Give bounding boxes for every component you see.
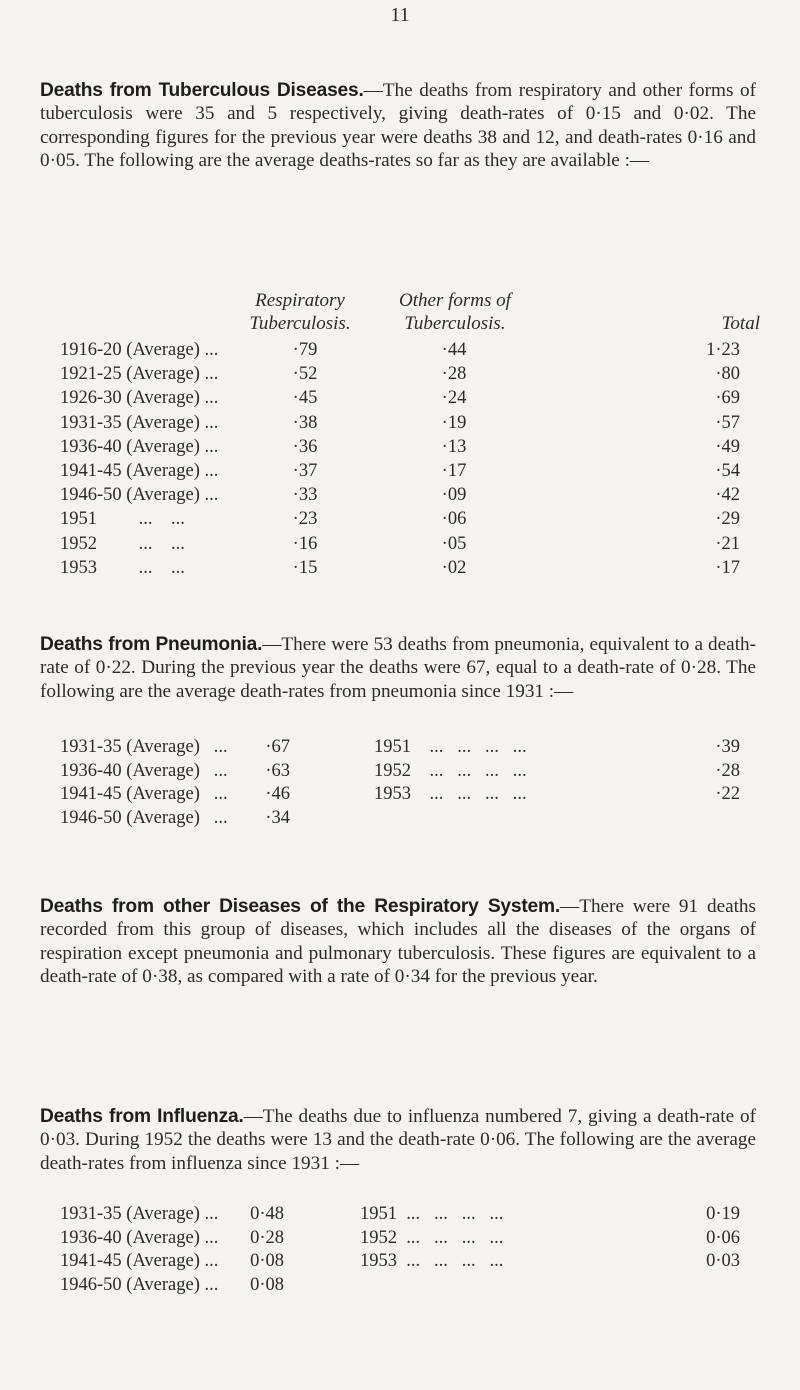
tb-row-total: ·69	[715, 388, 740, 409]
col-header-other-forms	[380, 289, 530, 335]
tb-row-total: 1·23	[706, 340, 740, 360]
influenza-left-label: 1941-45 (Average) ...	[60, 1251, 219, 1271]
tb-row-label: 1941-45 (Average) ...	[60, 461, 219, 481]
tb-row-label: 1953 ... ...	[60, 557, 185, 578]
tb-row-total: ·21	[715, 533, 740, 554]
influenza-left-label: 1936-40 (Average) ...	[60, 1227, 219, 1248]
tb-row-label: 1946-50 (Average) ...	[60, 485, 219, 506]
influenza-text: —The deaths due to influenza numbered 7, giving a death-rate of 0·03. During 1952 the deaths were 13 and the death-rate 0·06. The following are the average death-rates from influenza since 1931 :—	[40, 1106, 756, 1174]
pneumonia-left-value: ·34	[265, 807, 290, 828]
col-header-other-line2: Tuberculosis.	[404, 313, 506, 334]
tb-row-respiratory: ·38	[292, 412, 318, 433]
tuberculosis-text: —The deaths from respiratory and other forms of tuberculosis were 35 and 5 respectively, giving death-rates of 0·15 and 0·02. The corresponding figures for the previous year were deaths 38 and 12, and death-rates 0·16 and 0·05. The following are the average deaths-rates so far as they are available :—	[40, 80, 756, 172]
pneumonia-right-value: ·22	[715, 784, 740, 804]
tb-row-label: 1952 ... ...	[60, 533, 185, 554]
tb-row-total: ·29	[715, 509, 740, 530]
influenza-heading: Deaths from Influenza.	[40, 1106, 244, 1127]
col-header-other-line1: Other forms of	[399, 290, 511, 311]
other-respiratory-paragraph	[40, 895, 756, 989]
pneumonia-left-label: 1946-50 (Average) ...	[60, 807, 228, 828]
tb-row-label: 1926-30 (Average) ...	[60, 388, 219, 409]
influenza-right-value: 0·19	[706, 1204, 740, 1224]
tb-row-respiratory: ·52	[292, 364, 318, 385]
tb-row-total: ·49	[715, 436, 740, 457]
tb-row-label: 1921-25 (Average) ...	[60, 364, 219, 385]
influenza-left-value: 0·48	[250, 1204, 284, 1224]
influenza-left-label: 1931-35 (Average) ...	[60, 1204, 219, 1224]
influenza-right-label: 1953 ... ... ... ...	[360, 1251, 504, 1271]
tb-row-other: ·05	[441, 533, 467, 554]
pneumonia-left-value: ·63	[265, 760, 290, 781]
tb-row-label: 1916-20 (Average) ...	[60, 340, 219, 360]
tb-row-other: ·09	[441, 485, 467, 506]
influenza-left-value: 0·08	[250, 1274, 284, 1295]
pneumonia-left-label: 1931-35 (Average) ...	[60, 737, 228, 757]
pneumonia-left-value: ·67	[265, 737, 290, 757]
tb-row-respiratory: ·15	[292, 557, 318, 578]
tb-row-total: ·54	[715, 461, 740, 481]
tb-row-other: ·02	[441, 557, 467, 578]
influenza-left-value: 0·28	[250, 1227, 284, 1248]
pneumonia-heading: Deaths from Pneumonia.	[40, 634, 263, 655]
pneumonia-left-label: 1941-45 (Average) ...	[60, 784, 228, 804]
influenza-left-label: 1946-50 (Average) ...	[60, 1274, 219, 1295]
tb-row-total: ·80	[715, 364, 740, 385]
tb-row-label: 1936-40 (Average) ...	[60, 436, 219, 457]
tb-row-other: ·13	[441, 436, 467, 457]
pneumonia-left-value: ·46	[265, 784, 290, 804]
col-header-respiratory	[225, 289, 375, 335]
pneumonia-right-value: ·39	[715, 737, 740, 757]
tb-row-respiratory: ·23	[292, 509, 318, 530]
influenza-right-value: 0·03	[706, 1251, 740, 1271]
tb-row-respiratory: ·45	[292, 388, 318, 409]
other-respiratory-heading: Deaths from other Diseases of the Respiratory System.	[40, 896, 561, 917]
influenza-paragraph	[40, 1105, 756, 1175]
tb-row-respiratory: ·16	[292, 533, 318, 554]
tuberculosis-heading: Deaths from Tuberculous Diseases.	[40, 80, 364, 101]
pneumonia-right-label: 1951 ... ... ... ...	[374, 737, 527, 757]
pneumonia-right-value: ·28	[715, 760, 740, 781]
tuberculosis-paragraph	[40, 79, 756, 173]
tb-row-respiratory: ·79	[292, 340, 318, 360]
col-header-respiratory-line1: Respiratory	[255, 290, 345, 311]
pneumonia-right-label: 1952 ... ... ... ...	[374, 760, 527, 781]
tb-row-respiratory: ·37	[292, 461, 318, 481]
page-number: 11	[390, 4, 410, 26]
col-header-total: Total	[721, 313, 760, 334]
tb-row-other: ·44	[441, 340, 467, 360]
tb-row-other: ·06	[441, 509, 467, 530]
tb-row-label: 1951 ... ...	[60, 509, 185, 530]
other-respiratory-text: —There were 91 deaths recorded from this group of diseases, which includes all the diseases of the organs of respiration except pneumonia and pulmonary tuberculosis. These figures are equivalent to a death-rate of 0·38, as compared with a rate of 0·34 for the previous year.	[40, 896, 756, 988]
col-header-respiratory-line2: Tuberculosis.	[249, 313, 351, 334]
pneumonia-left-label: 1936-40 (Average) ...	[60, 760, 228, 781]
pneumonia-right-label: 1953 ... ... ... ...	[374, 784, 527, 804]
influenza-right-label: 1951 ... ... ... ...	[360, 1204, 504, 1224]
tb-row-respiratory: ·33	[292, 485, 318, 506]
tb-row-other: ·19	[441, 412, 467, 433]
influenza-left-value: 0·08	[250, 1251, 284, 1271]
tb-row-respiratory: ·36	[292, 436, 318, 457]
tb-row-total: ·57	[715, 412, 740, 433]
tb-row-other: ·24	[441, 388, 467, 409]
influenza-right-value: 0·06	[706, 1227, 740, 1248]
influenza-right-label: 1952 ... ... ... ...	[360, 1227, 504, 1248]
tb-row-total: ·17	[715, 557, 740, 578]
tb-row-other: ·28	[441, 364, 467, 385]
pneumonia-text: —There were 53 deaths from pneumonia, equivalent to a death-rate of 0·22. During the previous year the deaths were 67, equal to a death-rate of 0·28. The following are the average death-rates from pneumonia since 1931 :—	[40, 634, 757, 702]
tb-row-other: ·17	[441, 461, 467, 481]
pneumonia-paragraph	[40, 633, 756, 703]
tb-row-label: 1931-35 (Average) ...	[60, 412, 219, 433]
tb-row-total: ·42	[715, 485, 740, 506]
